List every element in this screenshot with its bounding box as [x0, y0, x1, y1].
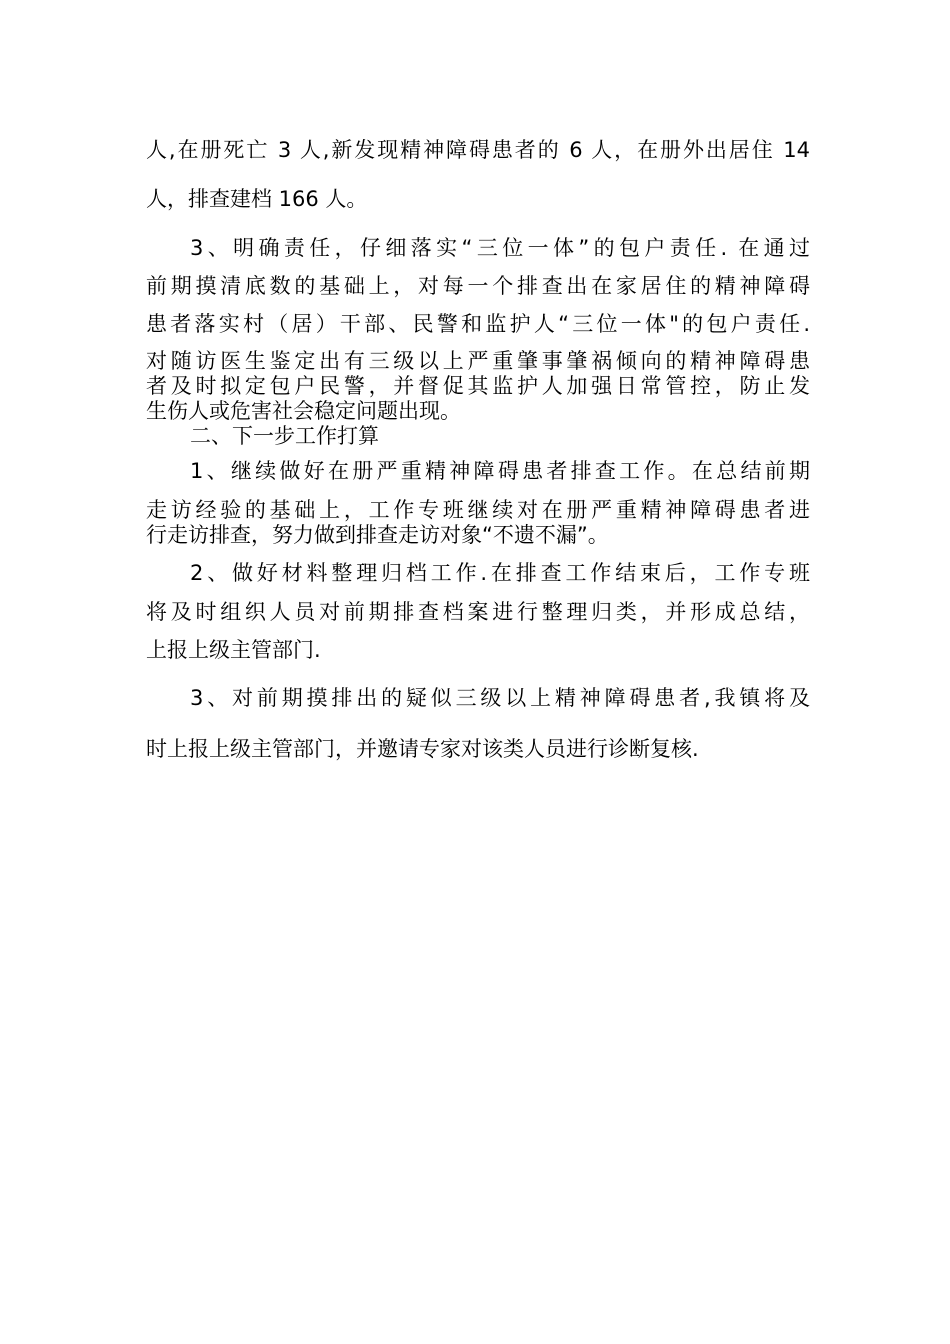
paragraph-4-line-1: 2、做好材料整理归档工作.在排查工作结束后，工作专班: [190, 561, 810, 585]
paragraph-1-line-2: 人，排查建档 166 人。: [146, 187, 368, 211]
paragraph-2-line-3: 患者落实村（居）干部、民警和监护人“三位一体"的包户责任.: [146, 312, 810, 336]
paragraph-2-line-1: 3、明确责任，仔细落实“三位一体”的包户责任. 在通过: [190, 236, 810, 260]
section-heading: 二、下一步工作打算: [190, 424, 379, 448]
paragraph-1-line-1: 人,在册死亡 3 人,新发现精神障碍患者的 6 人，在册外出居住 14: [146, 138, 810, 162]
paragraph-3-line-2: 走访经验的基础上，工作专班继续对在册严重精神障碍患者进: [146, 498, 810, 522]
paragraph-2-line-6: 生伤人或危害社会稳定问题出现。: [146, 399, 461, 423]
paragraph-2-line-2: 前期摸清底数的基础上，对每一个排查出在家居住的精神障碍: [146, 274, 810, 298]
paragraph-2-line-5: 者及时拟定包户民警，并督促其监护人加强日常管控，防止发: [146, 374, 810, 398]
paragraph-4-line-2: 将及时组织人员对前期排查档案进行整理归类，并形成总结，: [146, 600, 810, 624]
paragraph-4-line-3: 上报上级主管部门.: [146, 638, 321, 662]
paragraph-5-line-2: 时上报上级主管部门，并邀请专家对该类人员进行诊断复核.: [146, 737, 699, 761]
paragraph-5-line-1: 3、对前期摸排出的疑似三级以上精神障碍患者,我镇将及: [190, 686, 810, 710]
paragraph-3-line-1: 1、继续做好在册严重精神障碍患者排查工作。在总结前期: [190, 459, 810, 483]
paragraph-2-line-4: 对随访医生鉴定出有三级以上严重肇事肇祸倾向的精神障碍患: [146, 349, 810, 373]
paragraph-3-line-3: 行走访排查，努力做到排查走访对象“不遗不漏”。: [146, 523, 609, 547]
